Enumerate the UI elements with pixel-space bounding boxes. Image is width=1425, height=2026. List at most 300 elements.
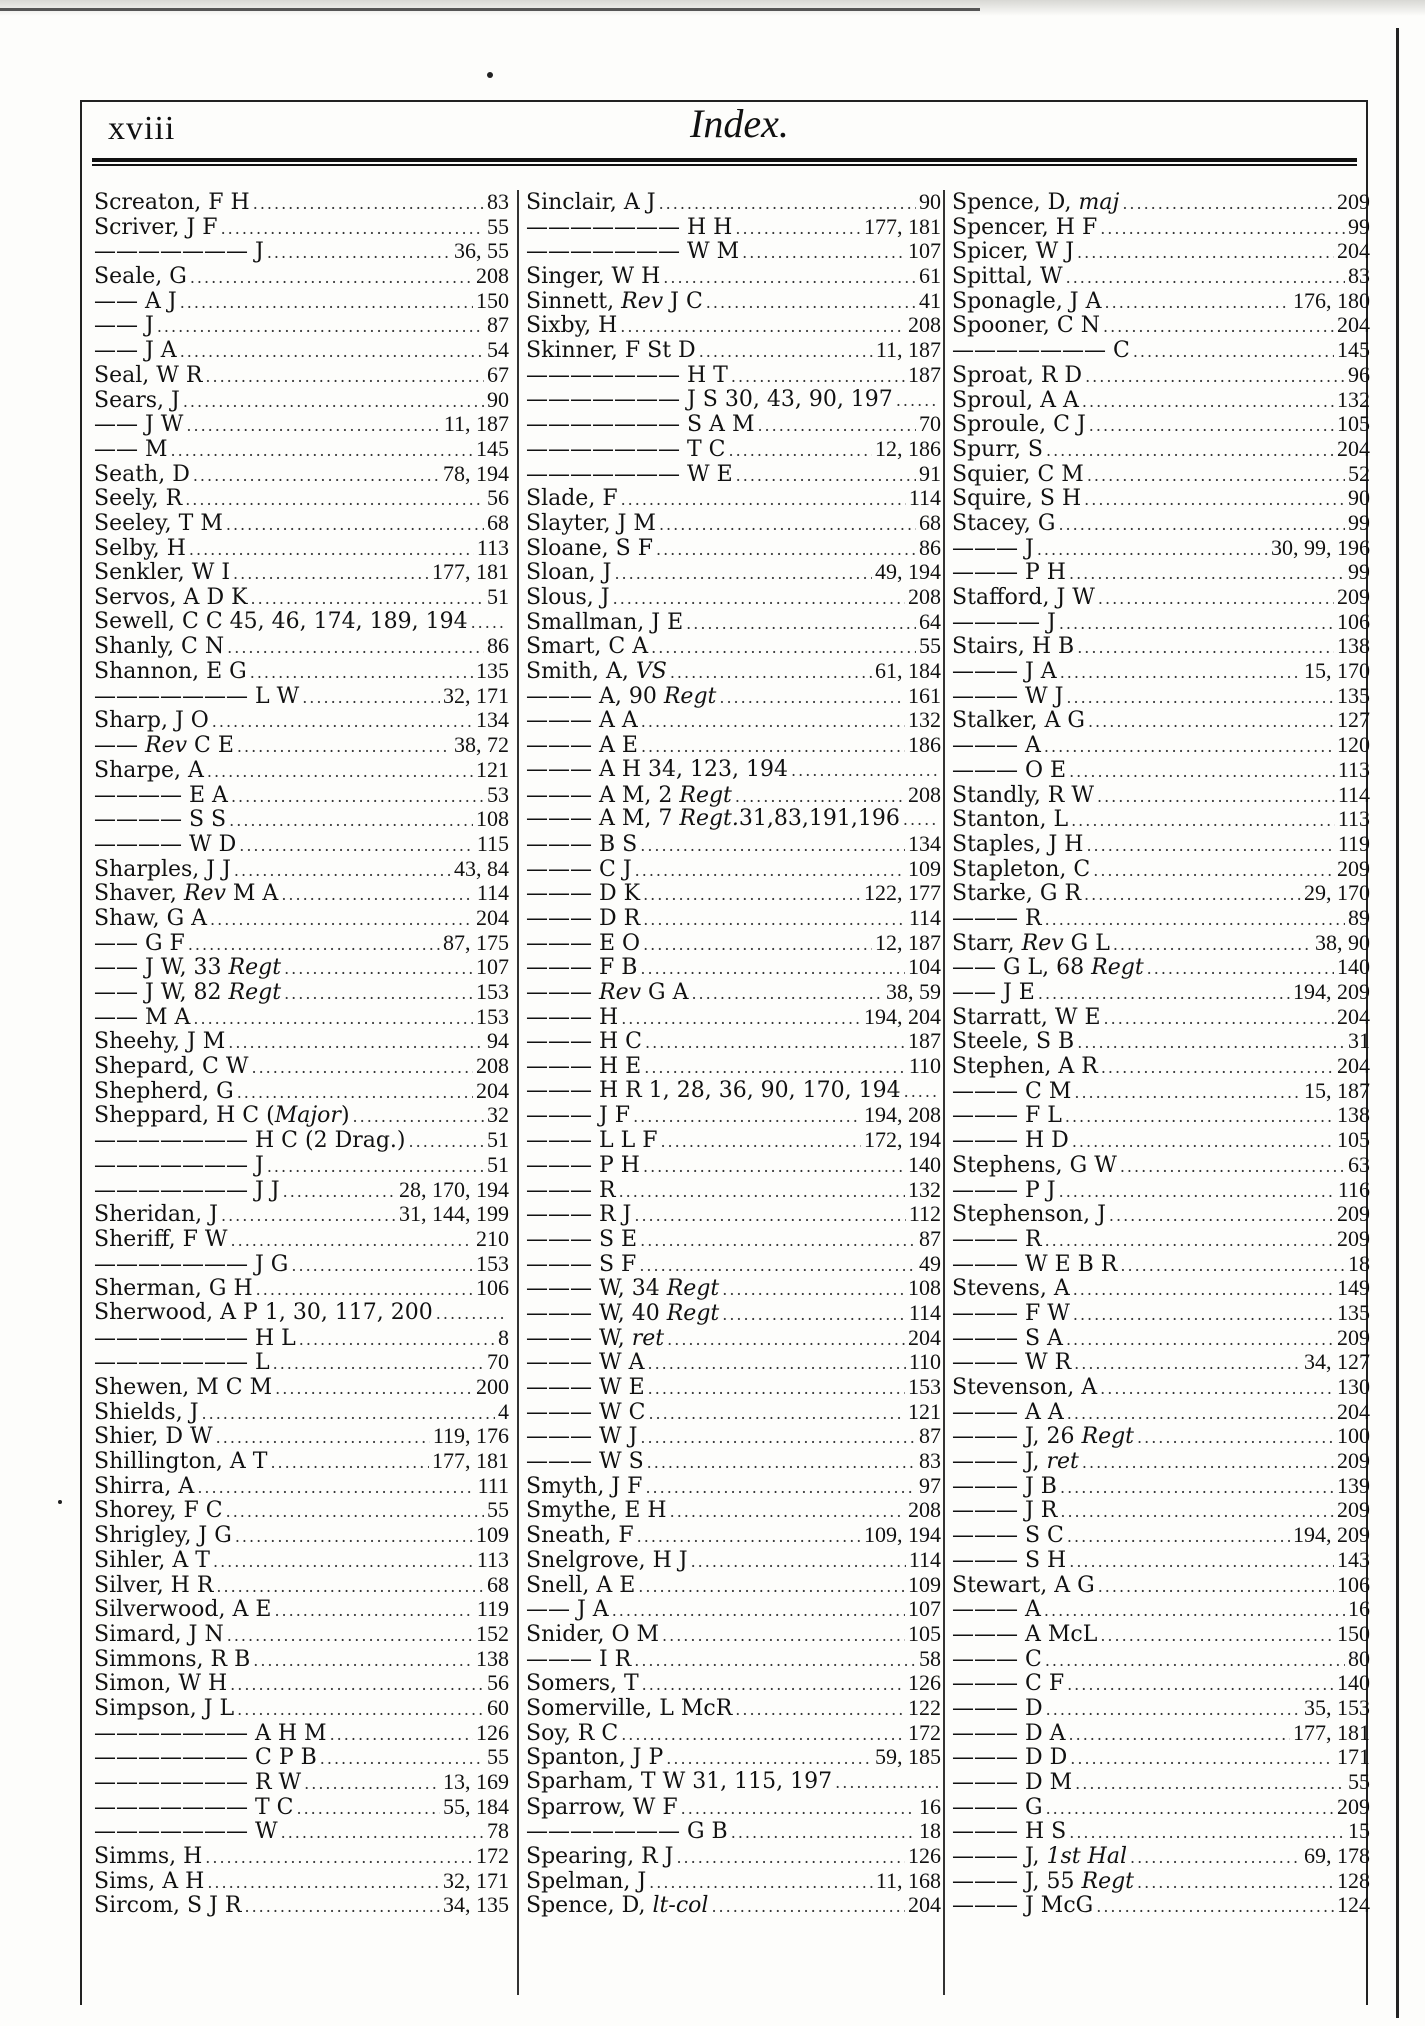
dot-leader bbox=[210, 908, 473, 933]
dot-leader bbox=[1046, 439, 1334, 464]
dot-leader bbox=[205, 1846, 473, 1871]
index-entry bbox=[526, 955, 941, 980]
index-entry bbox=[952, 1770, 1370, 1795]
index-column-1 bbox=[94, 190, 509, 1918]
dot-leader bbox=[1088, 710, 1334, 735]
index-entry bbox=[94, 1573, 509, 1598]
index-entry bbox=[526, 1721, 941, 1746]
entry-name: Spence, D, maj bbox=[952, 190, 1120, 215]
dot-leader bbox=[253, 192, 484, 217]
entry-name: Squier, C M bbox=[952, 461, 1084, 487]
entry-name: ——————— J bbox=[94, 1152, 264, 1178]
index-entry bbox=[952, 906, 1370, 931]
dot-leader bbox=[735, 217, 861, 242]
dot-leader bbox=[227, 636, 484, 661]
index-entry bbox=[94, 239, 509, 264]
index-entry bbox=[952, 1795, 1370, 1820]
index-entry bbox=[94, 511, 509, 536]
dot-leader bbox=[662, 1624, 905, 1649]
index-entry bbox=[952, 1597, 1370, 1622]
entry-name: Shaw, G A bbox=[94, 905, 208, 931]
dot-leader bbox=[903, 808, 938, 833]
index-entry bbox=[526, 1795, 941, 1820]
entry-pages: 177, 181 bbox=[432, 1448, 509, 1474]
entry-name: Sharp, J O bbox=[94, 708, 209, 734]
entry-pages: 59, 185 bbox=[875, 1744, 941, 1770]
index-entry bbox=[952, 1745, 1370, 1770]
dot-leader bbox=[227, 1624, 473, 1649]
dot-leader bbox=[1093, 859, 1334, 884]
dot-leader bbox=[231, 785, 484, 810]
dot-leader bbox=[228, 1031, 484, 1056]
entry-pages: 114 bbox=[908, 1299, 941, 1325]
entry-name: ——— J B bbox=[952, 1473, 1057, 1499]
entry-name: ——— R bbox=[952, 905, 1042, 931]
index-entry bbox=[526, 1696, 941, 1721]
index-entry bbox=[94, 1326, 509, 1351]
entry-name: Stephens, G W bbox=[952, 1152, 1117, 1178]
index-entry bbox=[952, 1005, 1370, 1030]
index-entry bbox=[526, 1079, 941, 1104]
entry-name: ———— J bbox=[952, 609, 1056, 635]
entry-name: ——— W S bbox=[526, 1449, 644, 1475]
entry-pages: 15, 170 bbox=[1304, 658, 1370, 684]
dot-leader bbox=[1120, 1155, 1345, 1180]
entry-pages: 61 bbox=[919, 263, 941, 289]
dot-leader bbox=[1059, 1180, 1335, 1205]
index-entry bbox=[952, 1622, 1370, 1647]
index-entry bbox=[526, 857, 941, 882]
entry-pages: 119 bbox=[476, 1596, 509, 1622]
entry-name: ——— L L F bbox=[526, 1128, 658, 1154]
entry-pages: 134 bbox=[908, 830, 941, 856]
entry-pages: 64 bbox=[919, 608, 941, 634]
index-entry bbox=[952, 437, 1370, 462]
entry-name: Sims, A H bbox=[94, 1868, 205, 1894]
dot-leader bbox=[722, 1278, 905, 1303]
entry-pages: 31 bbox=[1348, 1028, 1370, 1054]
index-entry bbox=[94, 1054, 509, 1079]
entry-pages: 132 bbox=[908, 707, 941, 733]
entry-pages: 200 bbox=[476, 1374, 509, 1399]
entry-name: Skinner, F St D bbox=[526, 338, 696, 364]
entry-name: ——— A H 34, 123, 194 bbox=[526, 756, 789, 782]
dot-leader bbox=[284, 957, 473, 982]
entry-pages: 210 bbox=[476, 1225, 509, 1251]
dot-leader bbox=[1087, 464, 1345, 489]
dot-leader bbox=[244, 1895, 440, 1920]
entry-pages: 122, 177 bbox=[864, 880, 941, 906]
entry-name: ——— D bbox=[952, 1695, 1043, 1721]
entry-name: ——————— J bbox=[94, 239, 264, 265]
index-entry bbox=[94, 931, 509, 956]
dot-leader bbox=[471, 611, 506, 636]
dot-leader bbox=[791, 759, 938, 784]
dot-leader bbox=[659, 192, 916, 217]
entry-pages: 58 bbox=[919, 1645, 941, 1671]
entry-name: Silver, H R bbox=[94, 1572, 214, 1598]
index-entry bbox=[526, 1301, 941, 1326]
entry-pages: 150 bbox=[476, 287, 509, 313]
dot-leader bbox=[729, 439, 873, 464]
index-entry bbox=[526, 264, 941, 289]
dot-leader bbox=[640, 957, 905, 982]
entry-name: ——— O E bbox=[952, 757, 1067, 783]
dot-leader bbox=[186, 414, 440, 439]
entry-pages: 106 bbox=[1337, 1571, 1370, 1597]
dot-leader bbox=[1069, 760, 1335, 785]
entry-pages: 177, 181 bbox=[864, 213, 941, 239]
index-entry bbox=[526, 190, 941, 215]
entry-name: ——— A E bbox=[526, 733, 638, 759]
entry-name: —— J bbox=[94, 313, 154, 339]
entry-pages: 204 bbox=[476, 904, 509, 930]
index-entry bbox=[526, 659, 941, 684]
index-entry bbox=[94, 1696, 509, 1721]
dot-leader bbox=[237, 1698, 484, 1723]
entry-pages: 209 bbox=[1337, 584, 1370, 609]
entry-pages: 4 bbox=[498, 1398, 509, 1424]
dot-leader bbox=[634, 1649, 916, 1674]
index-entry bbox=[952, 1079, 1370, 1104]
index-entry bbox=[94, 1869, 509, 1894]
dot-leader bbox=[638, 1575, 905, 1600]
dot-leader bbox=[643, 933, 872, 958]
entry-name: ——— W J bbox=[952, 683, 1064, 709]
dot-leader bbox=[659, 513, 916, 538]
dot-leader bbox=[896, 389, 938, 414]
index-entry bbox=[952, 783, 1370, 808]
index-column-3 bbox=[952, 190, 1370, 1918]
dot-leader bbox=[1045, 908, 1345, 933]
entry-name: ——— E O bbox=[526, 930, 641, 956]
dot-leader bbox=[1137, 1426, 1334, 1451]
entry-name: —— J A bbox=[94, 338, 177, 364]
entry-pages: 28, 170, 194 bbox=[399, 1176, 509, 1202]
index-entry bbox=[526, 560, 941, 585]
entry-pages: 34, 127 bbox=[1304, 1349, 1370, 1375]
entry-name: —— Rev C E bbox=[94, 733, 234, 759]
entry-pages: 209 bbox=[1337, 189, 1370, 214]
entry-name: ——————— W bbox=[94, 1819, 278, 1845]
index-entry bbox=[94, 486, 509, 511]
index-entry bbox=[94, 1449, 509, 1474]
entry-pages: 126 bbox=[908, 1843, 941, 1869]
entry-name: Spanton, J P bbox=[526, 1745, 664, 1771]
entry-pages: 208 bbox=[476, 263, 509, 289]
index-entry bbox=[952, 1721, 1370, 1746]
index-entry bbox=[952, 462, 1370, 487]
index-entry bbox=[952, 610, 1370, 635]
entry-name: Stewart, A G bbox=[952, 1572, 1095, 1598]
dot-leader bbox=[221, 217, 484, 242]
dot-leader bbox=[648, 1352, 906, 1377]
entry-pages: 209 bbox=[1337, 1497, 1370, 1523]
dot-leader bbox=[1098, 587, 1334, 612]
entry-name: Seath, D bbox=[94, 461, 190, 487]
entry-name: ——— P J bbox=[952, 1177, 1056, 1203]
dot-leader bbox=[1133, 340, 1334, 365]
dot-leader bbox=[237, 735, 451, 760]
index-entry bbox=[526, 832, 941, 857]
entry-name: ——— J McG bbox=[952, 1893, 1094, 1919]
index-entry bbox=[94, 1128, 509, 1153]
entry-pages: 187 bbox=[908, 1028, 941, 1054]
entry-pages: 135 bbox=[1337, 682, 1370, 708]
dot-leader bbox=[835, 1771, 938, 1796]
entry-name: ——— D R bbox=[526, 905, 641, 931]
index-entry bbox=[526, 708, 941, 733]
entry-name: ——————— J G bbox=[94, 1251, 289, 1277]
entry-name: ——— C bbox=[952, 1646, 1042, 1672]
entry-name: Shewen, M C M bbox=[94, 1375, 273, 1400]
index-entry bbox=[94, 313, 509, 338]
index-entry bbox=[94, 215, 509, 240]
index-entry bbox=[526, 1375, 941, 1400]
entry-name: Smallman, J E bbox=[526, 609, 684, 635]
index-entry bbox=[952, 1276, 1370, 1301]
entry-pages: 69, 178 bbox=[1304, 1843, 1370, 1869]
entry-name: Smythe, E H bbox=[526, 1498, 667, 1524]
entry-name: Sherman, G H bbox=[94, 1276, 253, 1302]
dot-leader bbox=[645, 1476, 916, 1501]
entry-pages: 70 bbox=[487, 1349, 509, 1375]
entry-pages: 15, 187 bbox=[1304, 1077, 1370, 1103]
entry-name: Shepard, C W bbox=[94, 1054, 249, 1080]
dot-leader bbox=[353, 1105, 484, 1130]
index-entry bbox=[94, 1375, 509, 1400]
entry-pages: 208 bbox=[908, 312, 941, 338]
entry-name: Shaver, Rev M A bbox=[94, 881, 279, 907]
index-entry bbox=[952, 659, 1370, 684]
entry-pages: 204 bbox=[1337, 312, 1370, 338]
dot-leader bbox=[275, 1377, 473, 1402]
dot-leader bbox=[1103, 315, 1334, 340]
entry-pages: 109 bbox=[908, 855, 941, 881]
index-entry bbox=[952, 1128, 1370, 1153]
entry-pages: 97 bbox=[919, 1472, 941, 1498]
index-column-2 bbox=[526, 190, 941, 1918]
entry-pages: 11, 187 bbox=[875, 337, 941, 363]
dot-leader bbox=[1089, 414, 1334, 439]
entry-pages: 119, 176 bbox=[432, 1423, 509, 1449]
entry-pages: 153 bbox=[476, 1003, 509, 1029]
entry-name: Screaton, F H bbox=[94, 190, 250, 215]
entry-pages: 135 bbox=[476, 658, 509, 684]
entry-pages: 53 bbox=[487, 781, 509, 807]
entry-pages: 55 bbox=[487, 213, 509, 239]
entry-name: ———— S S bbox=[94, 807, 227, 833]
entry-pages: 177, 181 bbox=[432, 559, 509, 585]
index-entry bbox=[526, 1523, 941, 1548]
index-entry bbox=[526, 684, 941, 709]
scan-right-edge bbox=[1396, 28, 1399, 2018]
entry-name: Stephenson, J bbox=[952, 1202, 1106, 1228]
index-entry bbox=[526, 1227, 941, 1252]
entry-pages: 78 bbox=[487, 1818, 509, 1844]
dot-leader bbox=[647, 1451, 916, 1476]
entry-name: Sewell, C C 45, 46, 174, 189, 194 bbox=[94, 608, 468, 634]
dot-leader bbox=[621, 1723, 905, 1748]
entry-name: ——— S A bbox=[952, 1325, 1063, 1351]
entry-pages: 94 bbox=[487, 1028, 509, 1054]
index-entry bbox=[526, 1103, 941, 1128]
dot-leader bbox=[188, 933, 440, 958]
entry-name: Snelgrove, H J bbox=[526, 1547, 688, 1573]
entry-name: ——————— C bbox=[952, 338, 1130, 364]
dot-leader bbox=[207, 1871, 440, 1896]
entry-pages: 115 bbox=[476, 830, 509, 856]
entry-pages: 113 bbox=[1337, 756, 1370, 782]
entry-pages: 107 bbox=[908, 1596, 941, 1622]
index-entry bbox=[94, 1770, 509, 1795]
dot-leader bbox=[1038, 982, 1290, 1007]
entry-pages: 112 bbox=[908, 1201, 941, 1227]
entry-name: ——— F B bbox=[526, 955, 638, 981]
index-entry bbox=[952, 1671, 1370, 1696]
entry-name: ——— A A bbox=[526, 708, 638, 734]
entry-name: Shepherd, G bbox=[94, 1078, 234, 1104]
dot-leader bbox=[1100, 1624, 1334, 1649]
entry-pages: 130 bbox=[1337, 1374, 1370, 1399]
dot-leader bbox=[226, 1500, 484, 1525]
entry-pages: 87, 175 bbox=[443, 929, 509, 955]
index-entry bbox=[526, 1498, 941, 1523]
index-entry bbox=[952, 1696, 1370, 1721]
entry-pages: 209 bbox=[1337, 1324, 1370, 1350]
entry-name: Sheppard, H C (Major) bbox=[94, 1103, 350, 1129]
dot-leader bbox=[436, 1302, 506, 1327]
entry-name: Selby, H bbox=[94, 535, 186, 561]
entry-name: Squire, S H bbox=[952, 486, 1082, 512]
entry-pages: 177, 181 bbox=[1293, 1719, 1370, 1745]
dot-leader bbox=[1105, 291, 1290, 316]
dot-leader bbox=[273, 1352, 484, 1377]
index-entry bbox=[952, 1819, 1370, 1844]
index-entry bbox=[94, 1103, 509, 1128]
dot-leader bbox=[1113, 933, 1312, 958]
entry-name: ——————— T C bbox=[94, 1794, 294, 1820]
entry-name: Stafford, J W bbox=[952, 585, 1095, 610]
dot-leader bbox=[185, 488, 484, 513]
entry-pages: 99 bbox=[1348, 213, 1370, 239]
scan-edge-line bbox=[0, 8, 980, 11]
entry-name: Simmons, R B bbox=[94, 1646, 251, 1672]
index-entry bbox=[952, 585, 1370, 610]
entry-name: ——— H D bbox=[952, 1128, 1069, 1154]
entry-pages: 11, 187 bbox=[443, 411, 509, 437]
index-entry bbox=[526, 585, 941, 610]
dot-leader bbox=[670, 661, 872, 686]
entry-pages: 83 bbox=[487, 189, 509, 214]
index-entry bbox=[94, 1029, 509, 1054]
dot-leader bbox=[251, 1056, 473, 1081]
entry-name: Shier, D W bbox=[94, 1424, 213, 1450]
entry-name: Sparham, T W 31, 115, 197 bbox=[526, 1769, 833, 1794]
dot-leader bbox=[641, 710, 905, 735]
entry-name: Sloane, S F bbox=[526, 535, 653, 561]
entry-pages: 119 bbox=[1337, 830, 1370, 856]
dot-leader bbox=[1073, 1303, 1334, 1328]
entry-name: ——— D M bbox=[952, 1770, 1073, 1795]
index-entry bbox=[952, 1647, 1370, 1672]
index-entry bbox=[952, 1252, 1370, 1277]
dot-leader bbox=[1100, 1377, 1334, 1402]
entry-name: ——— J, 26 Regt bbox=[952, 1424, 1135, 1450]
entry-name: ——— S F bbox=[526, 1251, 637, 1277]
entry-pages: 134 bbox=[476, 707, 509, 733]
index-entry bbox=[952, 684, 1370, 709]
entry-pages: 70 bbox=[919, 411, 941, 437]
dot-leader bbox=[330, 1723, 473, 1748]
entry-pages: 135 bbox=[1337, 1299, 1370, 1325]
index-entry bbox=[94, 536, 509, 561]
entry-pages: 68 bbox=[487, 1571, 509, 1597]
entry-pages: 89 bbox=[1348, 904, 1370, 930]
dot-leader bbox=[190, 266, 473, 291]
entry-pages: 105 bbox=[1337, 411, 1370, 437]
dot-leader bbox=[691, 982, 883, 1007]
entry-pages: 11, 168 bbox=[875, 1867, 941, 1893]
entry-pages: 132 bbox=[1337, 386, 1370, 412]
dot-leader bbox=[233, 562, 429, 587]
dot-leader bbox=[621, 488, 906, 513]
index-entry bbox=[94, 289, 509, 314]
index-entry bbox=[526, 1054, 941, 1079]
index-entry bbox=[952, 1498, 1370, 1523]
index-entry bbox=[526, 215, 941, 240]
entry-name: —— G F bbox=[94, 930, 185, 956]
index-entry bbox=[952, 1103, 1370, 1128]
dot-leader bbox=[667, 1328, 905, 1353]
entry-name: Sloan, J bbox=[526, 560, 612, 586]
index-entry bbox=[952, 931, 1370, 956]
dot-leader bbox=[621, 1007, 861, 1032]
index-entry bbox=[94, 437, 509, 462]
entry-name: ——— W, 34 Regt bbox=[526, 1276, 720, 1302]
index-entry bbox=[526, 289, 941, 314]
entry-pages: 209 bbox=[1337, 1793, 1370, 1819]
entry-pages: 86 bbox=[919, 534, 941, 560]
dot-leader bbox=[283, 1180, 396, 1205]
dot-leader bbox=[267, 1155, 484, 1180]
entry-name: ———— W D bbox=[94, 831, 237, 857]
entry-name: —— M A bbox=[94, 1004, 191, 1030]
entry-name: ——— D D bbox=[952, 1745, 1068, 1771]
entry-name: Starratt, W E bbox=[952, 1004, 1101, 1030]
entry-pages: 105 bbox=[1337, 1127, 1370, 1153]
entry-pages: 113 bbox=[1337, 806, 1370, 832]
entry-name: Stapleton, C bbox=[952, 856, 1091, 882]
entry-pages: 55 bbox=[487, 1744, 509, 1770]
ink-speck bbox=[487, 72, 493, 78]
dot-leader bbox=[1044, 1599, 1345, 1624]
dot-leader bbox=[649, 1871, 873, 1896]
dot-leader bbox=[1109, 1204, 1334, 1229]
dot-leader bbox=[645, 1031, 905, 1056]
entry-pages: 106 bbox=[476, 1275, 509, 1301]
entry-name: Sherwood, A P 1, 30, 117, 200 bbox=[94, 1299, 433, 1325]
entry-name: Stairs, H B bbox=[952, 634, 1075, 660]
entry-pages: 171 bbox=[1337, 1744, 1370, 1770]
index-entry bbox=[526, 338, 941, 363]
index-entry bbox=[526, 462, 941, 487]
dot-leader bbox=[1066, 1328, 1334, 1353]
dot-leader bbox=[643, 908, 906, 933]
entry-pages: 13, 169 bbox=[443, 1769, 509, 1794]
entry-name: Simard, J N bbox=[94, 1621, 224, 1647]
dot-leader bbox=[205, 365, 484, 390]
